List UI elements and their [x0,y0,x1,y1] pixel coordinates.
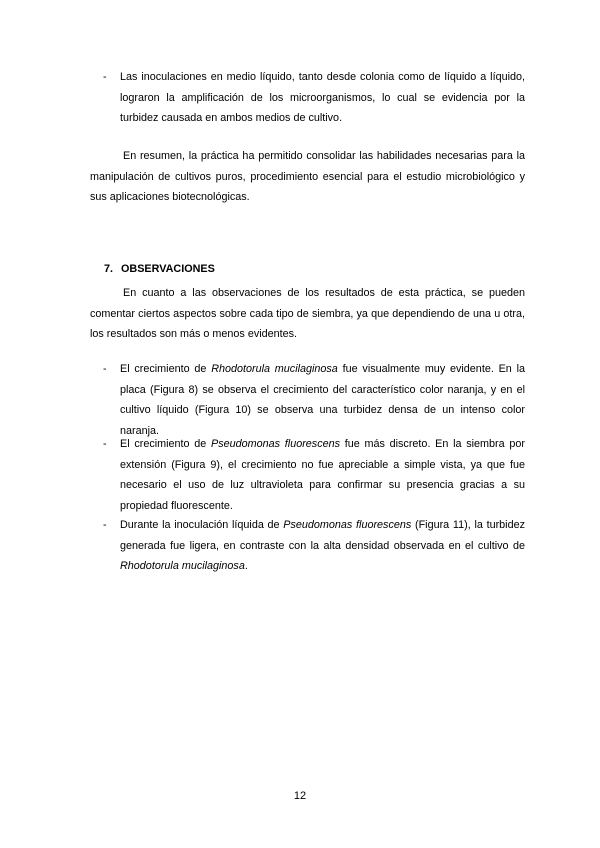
observation-text [120,359,525,441]
text-run: . [244,560,248,572]
text-run: (Figura 11), la turbidez generada fue ligera, en contraste con la alta densidad observada en el cultivo de [120,519,525,552]
species-name: Rhodotorula mucilaginosa [120,560,245,572]
text-run: fue más discreto. En la siembra por extensión (Figura 9), el crecimiento no fue apreciable a simple vista, ya que fue necesario el uso de luz ultravioleta para confirmar su presencia gracias a su propiedad fluorescente. [120,438,526,512]
observation-item-inoculacion-liquida [90,515,525,577]
bullet-dash: - [103,519,107,531]
bullet-item-inoculaciones [90,67,525,129]
species-name: Pseudomonas fluorescens [283,519,412,531]
section-number: 7. [104,263,114,275]
summary-paragraph: En resumen, la práctica ha permitido consolidar las habilidades necesarias para la manipulación de cultivos puros, procedimiento esencial para el estudio microbiológico y sus aplicaciones biotecnológicas. [90,150,525,203]
observation-text [120,515,525,577]
text-run: El crecimiento de [120,363,212,375]
text-run: El crecimiento de [120,438,212,450]
text-run: fue visualmente muy evidente. En la placa (Figura 8) se observa el crecimiento del característico color naranja, y en el cultivo líquido (Figura 10) se observa una turbidez densa de un intenso color naranja. [120,363,526,437]
bullet-dash: - [103,71,107,83]
section-title: OBSERVACIONES [121,263,215,275]
observation-item-rhodotorula [90,359,525,441]
bullet-text: Las inoculaciones en medio líquido, tanto desde colonia como de líquido a líquido, lograron la amplificación de los microorganismos, lo cual se evidencia por la turbidez causada en ambos medios de cultivo. [120,71,525,124]
observation-text [120,434,525,516]
section-heading [104,259,215,279]
observation-item-pseudomonas [90,434,525,516]
bullet-dash: - [103,438,107,450]
species-name: Pseudomonas fluorescens [211,438,341,450]
section-intro-paragraph: En cuanto a las observaciones de los resultados de esta práctica, se pueden comentar ciertos aspectos sobre cada tipo de siembra, ya que dependiendo de una u otra, los resultados son más o menos evidentes. [90,287,525,340]
species-name: Rhodotorula mucilaginosa [211,363,338,375]
text-run: Durante la inoculación líquida de [120,519,284,531]
page-number: 12 [293,790,307,802]
bullet-dash: - [103,363,107,375]
